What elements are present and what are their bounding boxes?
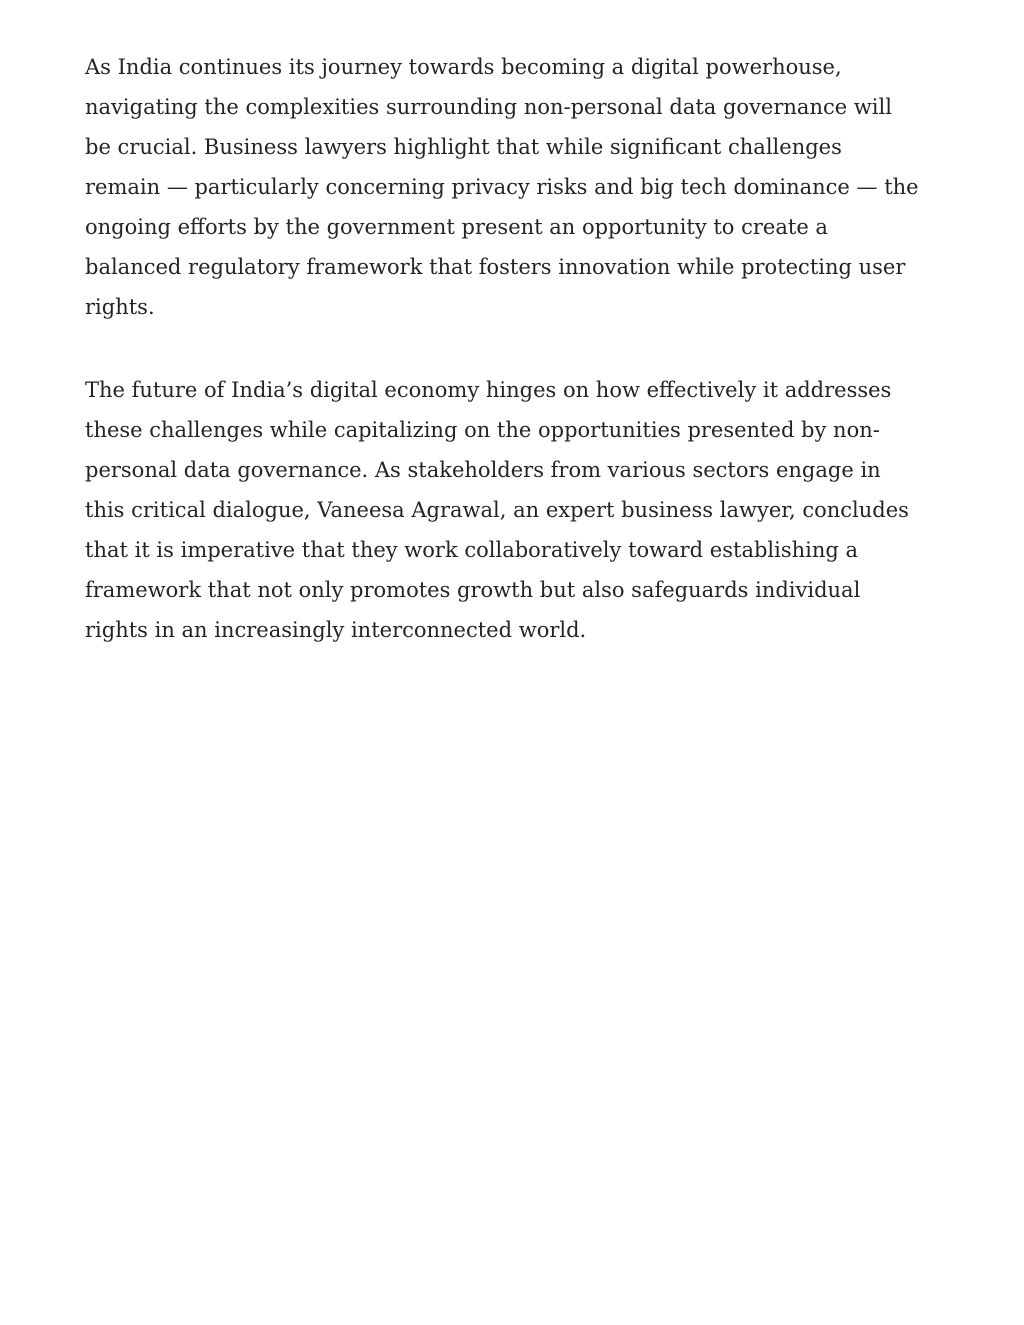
- text-line: ongoing efforts by the government present an opportunity to create a: [85, 215, 828, 239]
- text-line: rights in an increasingly interconnected world.: [85, 618, 587, 642]
- text-line: personal data governance. As stakeholders from various sectors engage in: [85, 458, 881, 482]
- text-line: rights.: [85, 295, 155, 319]
- text-line: that it is imperative that they work collaboratively toward establishing a: [85, 538, 859, 562]
- text-line: As India continues its journey towards becoming a digital powerhouse,: [85, 55, 842, 79]
- text-line: these challenges while capitalizing on the opportunities presented by non-: [85, 418, 880, 442]
- article-body: [85, 47, 947, 693]
- text-line: balanced regulatory framework that fosters innovation while protecting user: [85, 255, 906, 279]
- text-line: The future of India’s digital economy hinges on how effectively it addresses: [85, 378, 892, 402]
- text-line: be crucial. Business lawyers highlight that while significant challenges: [85, 135, 842, 159]
- text-line: navigating the complexities surrounding non-personal data governance will: [85, 95, 892, 119]
- text-line: framework that not only promotes growth but also safeguards individual: [85, 578, 861, 602]
- paragraph-conclusion-intro: [85, 47, 947, 327]
- paragraph-future-outlook: [85, 370, 947, 650]
- text-line: remain — particularly concerning privacy risks and big tech dominance — the: [85, 175, 919, 199]
- text-line: this critical dialogue, Vaneesa Agrawal, an expert business lawyer, concludes: [85, 498, 909, 522]
